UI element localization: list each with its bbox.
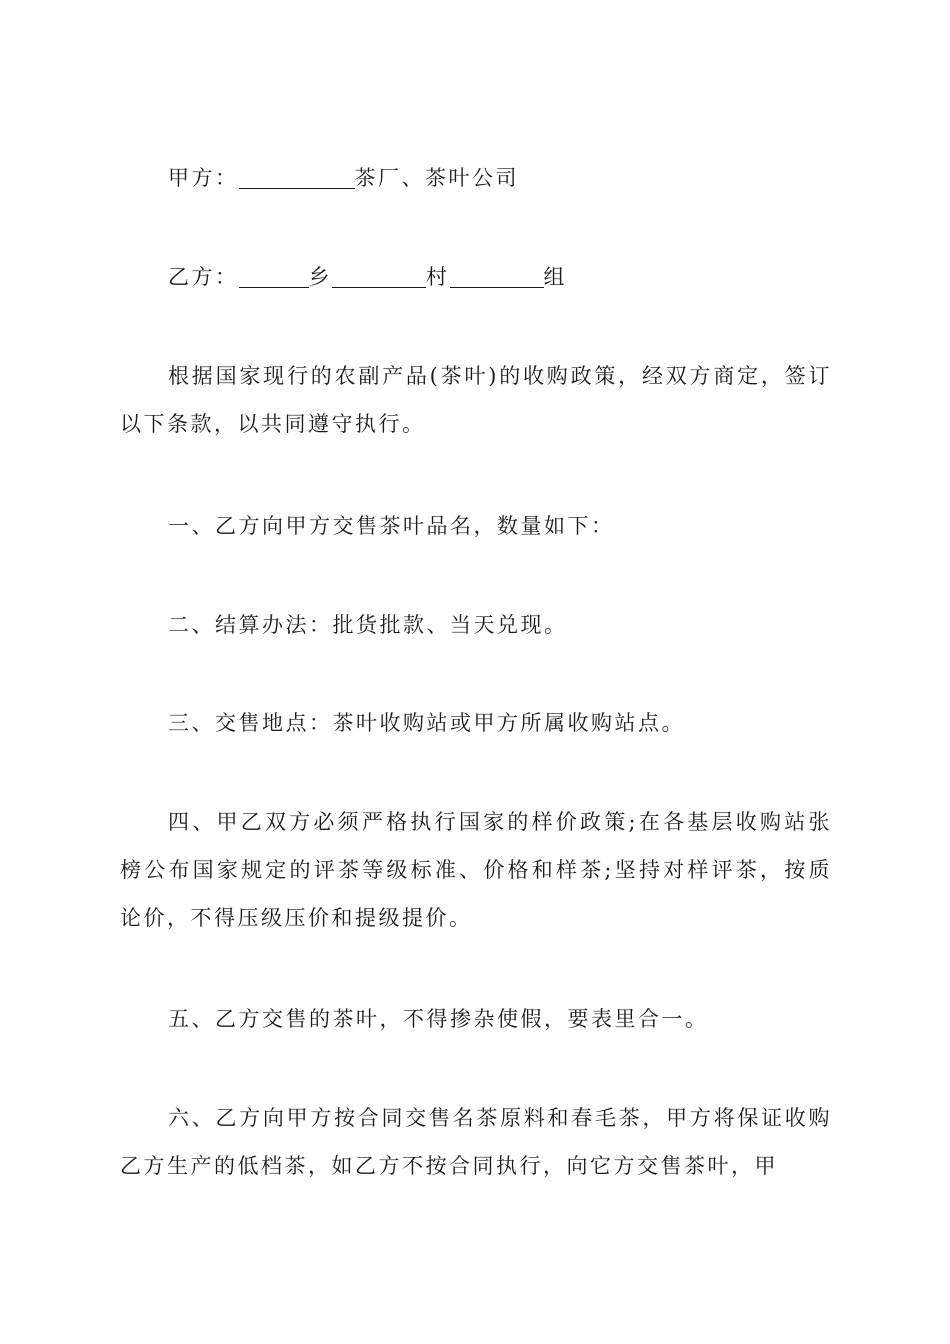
village-blank	[332, 265, 426, 288]
party-a-name-blank	[239, 166, 355, 189]
township-label: 乡	[308, 265, 332, 289]
party-a-label: 甲方：	[168, 166, 239, 190]
party-b-line	[168, 262, 888, 292]
party-b-label: 乙方：	[168, 265, 239, 289]
intro-paragraph: 根据国家现行的农副产品(茶叶)的收购政策，经双方商定，签订以下条款，以共同遵守执行。	[120, 364, 832, 436]
group-blank	[450, 265, 544, 288]
clause-2: 二、结算办法：批货批款、当天兑现。	[168, 613, 568, 637]
party-a-line	[168, 163, 888, 193]
party-a-suffix: 茶厂、茶叶公司	[354, 166, 519, 190]
clause-6: 六、乙方向甲方按合同交售名茶原料和春毛茶，甲方将保证收购乙方生产的低档茶，如乙方不按合同执行，向它方交售茶叶，甲	[120, 1106, 832, 1178]
group-label: 组	[543, 265, 567, 289]
clause-1: 一、乙方向甲方交售茶叶品名，数量如下：	[168, 514, 615, 538]
clause-3: 三、交售地点：茶叶收购站或甲方所属收购站点。	[168, 711, 685, 735]
village-label: 村	[426, 265, 450, 289]
clause-4: 四、甲乙双方必须严格执行国家的样价政策;在各基层收购站张榜公布国家规定的评茶等级标准、价格和样茶;坚持对样评茶，按质论价，不得压级压价和提级提价。	[120, 810, 832, 930]
township-blank	[239, 265, 309, 288]
clause-5: 五、乙方交售的茶叶，不得掺杂使假，要表里合一。	[168, 1007, 709, 1031]
